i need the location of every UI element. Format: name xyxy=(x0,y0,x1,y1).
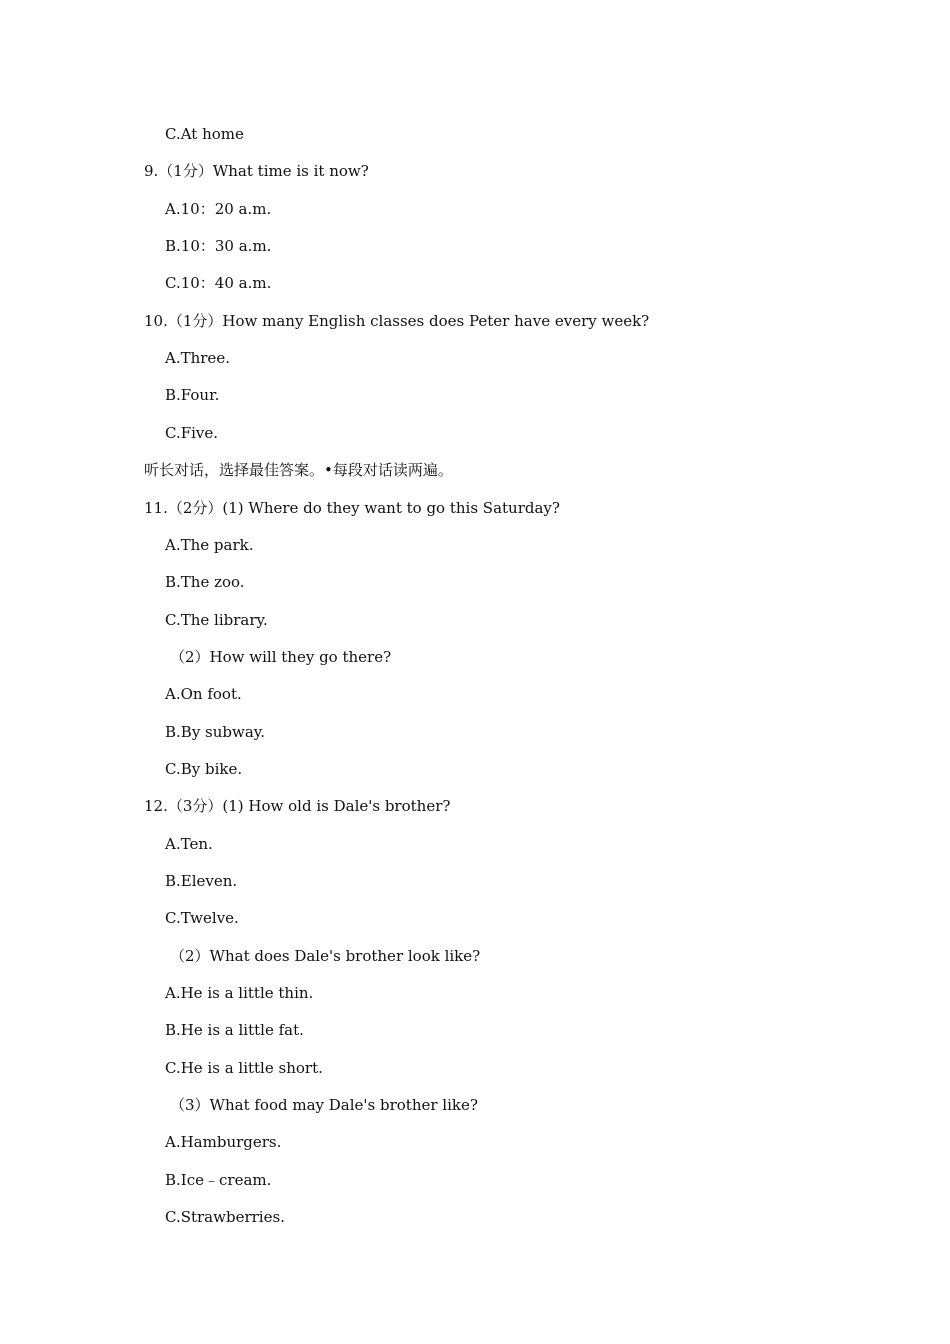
question-10-option-a: A.Three. xyxy=(165,349,230,367)
question-11-2-option-a: A.On foot. xyxy=(165,685,242,703)
question-11-2-option-b: B.By subway. xyxy=(165,723,266,741)
question-11: 11.（2分）(1) Where do they want to go this Saturday? xyxy=(144,499,560,517)
question-11-1-option-c: C.The library. xyxy=(165,611,268,629)
question-11-2-option-c: C.By bike. xyxy=(165,760,243,778)
question-10-option-b: B.Four. xyxy=(165,386,220,404)
question-9: 9.（1分）What time is it now? xyxy=(144,162,369,180)
question-12-2-option-b: B.He is a little fat. xyxy=(165,1021,304,1039)
question-12-2-option-c: C.He is a little short. xyxy=(165,1059,323,1077)
question-9-option-a: A.10：20 a.m. xyxy=(165,200,272,218)
question-12-part-2: （2）What does Dale's brother look like? xyxy=(170,947,481,965)
option-c-at-home: C.At home xyxy=(165,125,244,143)
question-12-2-option-a: A.He is a little thin. xyxy=(165,984,314,1002)
question-11-part-2: （2）How will they go there? xyxy=(170,648,392,666)
question-11-1-option-b: B.The zoo. xyxy=(165,573,245,591)
question-11-1-option-a: A.The park. xyxy=(165,536,254,554)
question-12-1-option-b: B.Eleven. xyxy=(165,872,238,890)
question-9-option-b: B.10：30 a.m. xyxy=(165,237,272,255)
question-10-option-c: C.Five. xyxy=(165,424,219,442)
question-12-1-option-a: A.Ten. xyxy=(165,835,213,853)
question-9-option-c: C.10：40 a.m. xyxy=(165,274,272,292)
question-12-part-3: （3）What food may Dale's brother like? xyxy=(170,1096,478,1114)
question-12-1-option-c: C.Twelve. xyxy=(165,909,239,927)
question-12: 12.（3分）(1) How old is Dale's brother? xyxy=(144,797,451,815)
question-12-3-option-a: A.Hamburgers. xyxy=(165,1133,282,1151)
question-12-3-option-c: C.Strawberries. xyxy=(165,1208,285,1226)
section-instruction: 听长对话，选择最佳答案。•每段对话读两遍。 xyxy=(144,461,453,479)
question-12-3-option-b: B.Ice﹣cream. xyxy=(165,1171,272,1189)
question-10: 10.（1分）How many English classes does Peter have every week? xyxy=(144,312,650,330)
